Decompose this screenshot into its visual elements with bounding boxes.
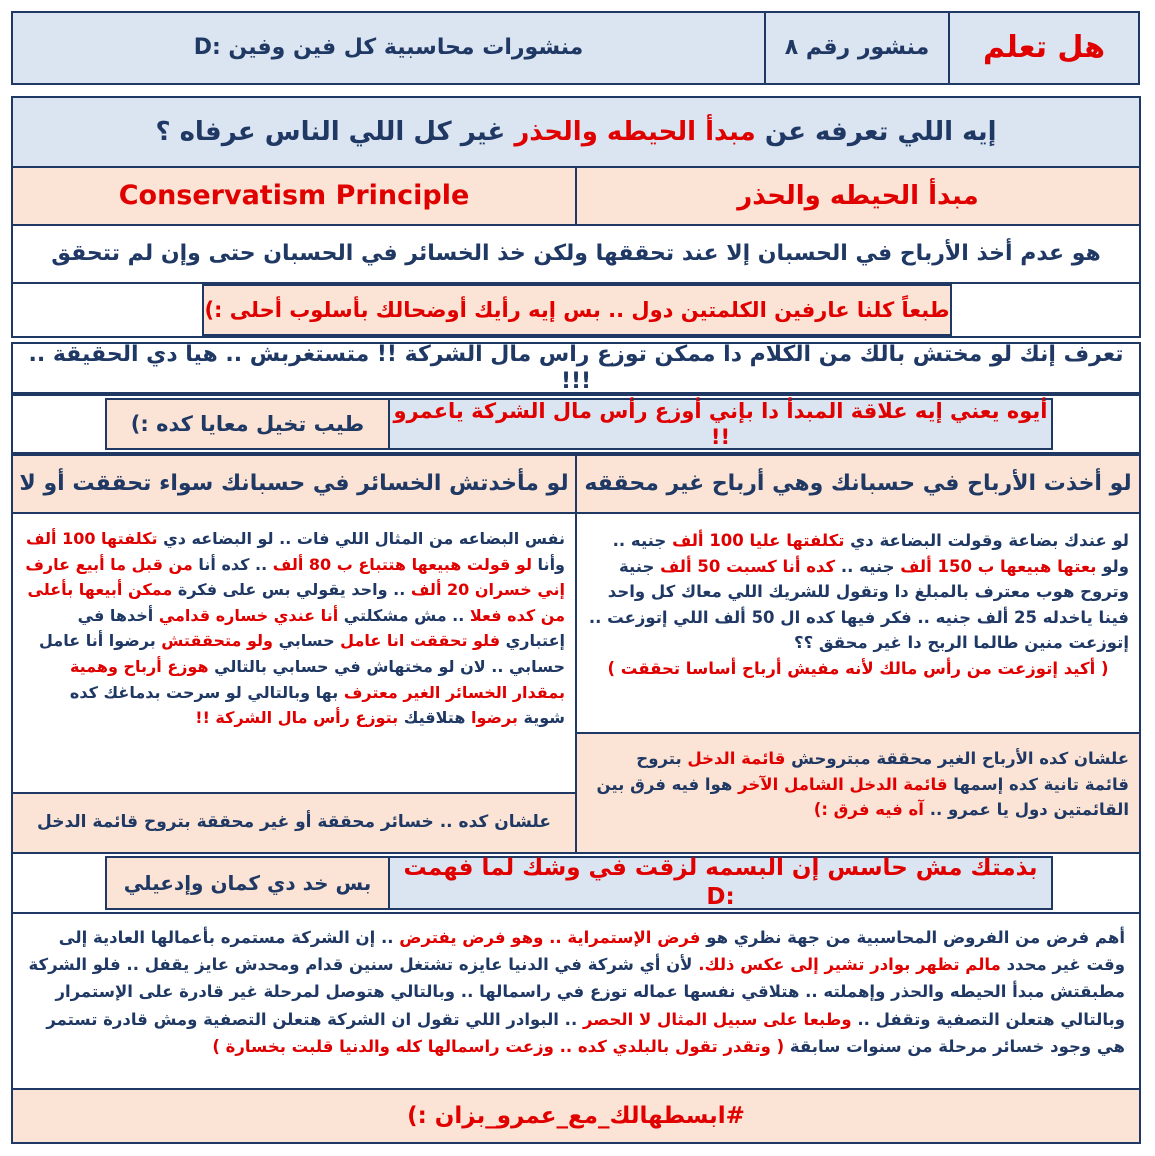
intro-note: طبعاً كلنا عارفين الكلمتين دول .. بس إيه رأيك أوضحالك بأسلوب أحلى :)	[204, 297, 950, 322]
rf-s6: آه فيه فرق :)	[813, 800, 924, 820]
lb-s8: ممكن أبيعها بأعلى من كده فعلا	[27, 580, 565, 625]
reaction-side: بس خد دي كمان وإدعيلي	[123, 870, 372, 895]
rf-s4: قائمة الدخل الشامل الآخر	[738, 774, 948, 794]
lb-s17: بها وبالتالي لو سرحت بدماغك كده شوية	[69, 682, 565, 728]
dialogue-question-cell	[388, 398, 1053, 450]
surprise-text: تعرف إنك لو مختش بالك من الكلام دا ممكن توزع راس مال الشركة !! متستغربش .. هيا دي الحقيقة .. !!!	[28, 341, 1124, 394]
definition-row	[11, 224, 1141, 284]
principle-english-cell	[11, 166, 577, 226]
rb-s4: بعتها هبيعها ب 150 ألف	[900, 556, 1097, 576]
definition-text: هو عدم أخذ الأرباح في الحسبان إلا عند تحققها ولكن خذ الخسائر في الحسبان حتى وإن لم تتحقق	[51, 241, 1101, 267]
lb-s12: فلو تحققت انا عامل	[340, 631, 501, 651]
question-text	[155, 116, 996, 149]
lb-s6: من قبل ما أبيع عارف إني خسران 20 ألف	[25, 554, 565, 600]
header-series-cell	[11, 11, 766, 85]
question-banner	[11, 96, 1141, 168]
rb-s1: لو عندك بضاعة وقولت البضاعة دي	[850, 531, 1129, 550]
lb-s1: نفس البضاعه من المثال اللي فات .. لو البضاعه دي	[163, 529, 565, 548]
reaction-main-cell	[388, 856, 1053, 910]
reaction-main: بذمتك مش حاسس إن البسمه لزقت في وشك لما فهمت :D	[403, 855, 1038, 910]
header-post-number-cell	[764, 11, 950, 85]
lb-s18: برضوا	[471, 708, 518, 728]
rf-s2: قائمة الدخل	[687, 749, 786, 768]
rf-s1: علشان كده الأرباح الغير محققة مبتروحش	[791, 749, 1129, 768]
reaction-side-cell	[105, 856, 390, 910]
right-column-header	[575, 454, 1141, 514]
lb-s19: هتلاقيك	[403, 708, 466, 728]
cl-s5: مالم تظهر بوادر تشير إلى عكس ذلك.	[698, 955, 1001, 975]
cl-s7: وطبعا على سبيل المثال لا الحصر	[582, 1009, 852, 1029]
lb-s5: .. كده أنا	[198, 554, 268, 574]
surprise-row	[11, 342, 1141, 394]
lb-s9: .. مش مشكلتي	[343, 605, 465, 625]
right-column-body	[575, 512, 1141, 734]
left-footer-text: علشان كده .. خسائر محققة أو غير محققة بتروح قائمة الدخل	[37, 812, 551, 833]
principle-arabic: مبدأ الحيطه والحذر	[737, 180, 979, 211]
lb-s2: تكلفتها 100 ألف	[25, 529, 158, 548]
cl-s6: لأن أي شركة في الدنيا عايزه تشتغل سنين قدام ومحدش عايز يقفل .. فلو الشركة مطبقتش مبدأ الحيطه والحذر وإهملته .. هتلاقي نفسها عماله توزع في راسمالها .. وبالتالي هتوصل لمرحلة غير قادرة على الإستمرار وبالتالي هتعلن التصفية وتقفل ..	[28, 955, 1125, 1029]
principle-english: Conservatism Principle	[118, 180, 470, 212]
right-column-footer	[575, 732, 1141, 854]
lb-s3: وأنا	[537, 554, 565, 574]
question-part1: إيه اللي تعرفه عن	[764, 116, 997, 147]
hashtag-row	[11, 1088, 1141, 1144]
header-title-cell	[948, 11, 1140, 85]
rf-s5: هوا فيه فرق بين القائمتين دول يا عمرو ..	[596, 774, 1129, 820]
lb-s20: بتوزع رأس مال الشركة !!	[195, 708, 399, 728]
principle-arabic-cell	[575, 166, 1141, 226]
lb-s7: .. واحد يقولي بس على فكرة	[177, 580, 406, 600]
lb-s10: أنا عندي خساره قدامي	[158, 605, 339, 625]
question-highlight: مبدأ الحيطه والحذر	[514, 116, 756, 147]
header-title: هل تعلم	[983, 30, 1105, 66]
lb-s13: حسابي	[278, 631, 335, 651]
cl-s2: فرض الإستمراية	[567, 928, 701, 947]
rb-s3: جنيه .. ولو	[612, 531, 1129, 576]
dialogue-question: أيوه يعني إيه علاقة المبدأ دا بإني أوزع رأس مال الشركة ياعمرو !!	[393, 398, 1048, 449]
right-header-text: لو أخذت الأرباح في حسبانك وهي أرباح غير محققه	[584, 471, 1132, 497]
question-part2: غير كل اللي الناس عرفاه ؟	[155, 116, 506, 147]
lb-s15: برضوا أنا عامل حسابي .. لان لو مختهاش في حسابي بالتالي	[39, 631, 565, 676]
cl-s1: أهم فرض من الفروض المحاسبية من جهة نظري هو	[706, 928, 1125, 947]
rb-s5: جنيه ..	[840, 556, 895, 576]
lb-s11: أخدها في إعتباري	[77, 605, 565, 651]
intro-note-cell	[202, 284, 952, 336]
cl-s8: .. البوادر اللي تقول ان الشركة هتعلن التصفية ومش قادرة تستمر هي وجود خسائر مرحلة من سنوات سابقة	[46, 1009, 1125, 1056]
cl-s4: .. إن الشركة مستمره بأعمالها العادية إلى وقت غير محدد	[58, 928, 1125, 975]
lb-s4: لو قولت هبيعها هتتباع ب 80 ألف	[272, 554, 532, 574]
left-column-header	[11, 454, 577, 514]
cl-s9: ( وتقدر تقول بالبلدي كده .. وزعت راسمالها كله والدنيا قلبت بخسارة )	[212, 1036, 785, 1056]
cl-s3: .. وهو فرض يفترض	[399, 928, 562, 947]
series-title: منشورات محاسبية كل فين وفين :D	[193, 35, 584, 61]
lb-s16: هوزع أرباح وهمية بمقدار الخسائر الغير معترف	[69, 656, 565, 702]
dialogue-answer-cell	[105, 398, 390, 450]
dialogue-answer: طيب تخيل معايا كده :)	[130, 411, 365, 436]
left-column-body	[11, 512, 577, 794]
post-number: منشور رقم ٨	[784, 35, 930, 61]
rf-s3: بتروح قائمة تانية كده إسمها	[636, 749, 1129, 794]
rb-s8: ( أكيد إتوزعت من رأس مالك لأنه مفيش أرباح أساسا تحققت )	[607, 658, 1109, 678]
closing-paragraph	[11, 912, 1141, 1090]
rb-s6: كده أنا كسبت 50 ألف	[660, 556, 836, 576]
left-header-text: لو مأخدتش الخسائر في حسبانك سواء تحققت أو لا	[19, 471, 569, 497]
hashtag-text: #ابسطهالك_مع_عمرو_بزان :)	[407, 1102, 745, 1129]
rb-s7: جنية وتروح هوب معترف بالمبلغ دا وتقول للشريك اللي معاك كل واحد فينا ياخدله 25 ألف جنيه .. فكر فيها كده ال 50 ألف اللي إتوزعت .. إتوزعت منين طالما الربح دا غير محقق ؟؟	[588, 556, 1129, 653]
left-column-footer	[11, 792, 577, 854]
rb-s2: تكلفتها عليا 100 ألف	[672, 531, 845, 550]
lb-s14: ولو متحققتش	[161, 631, 273, 651]
